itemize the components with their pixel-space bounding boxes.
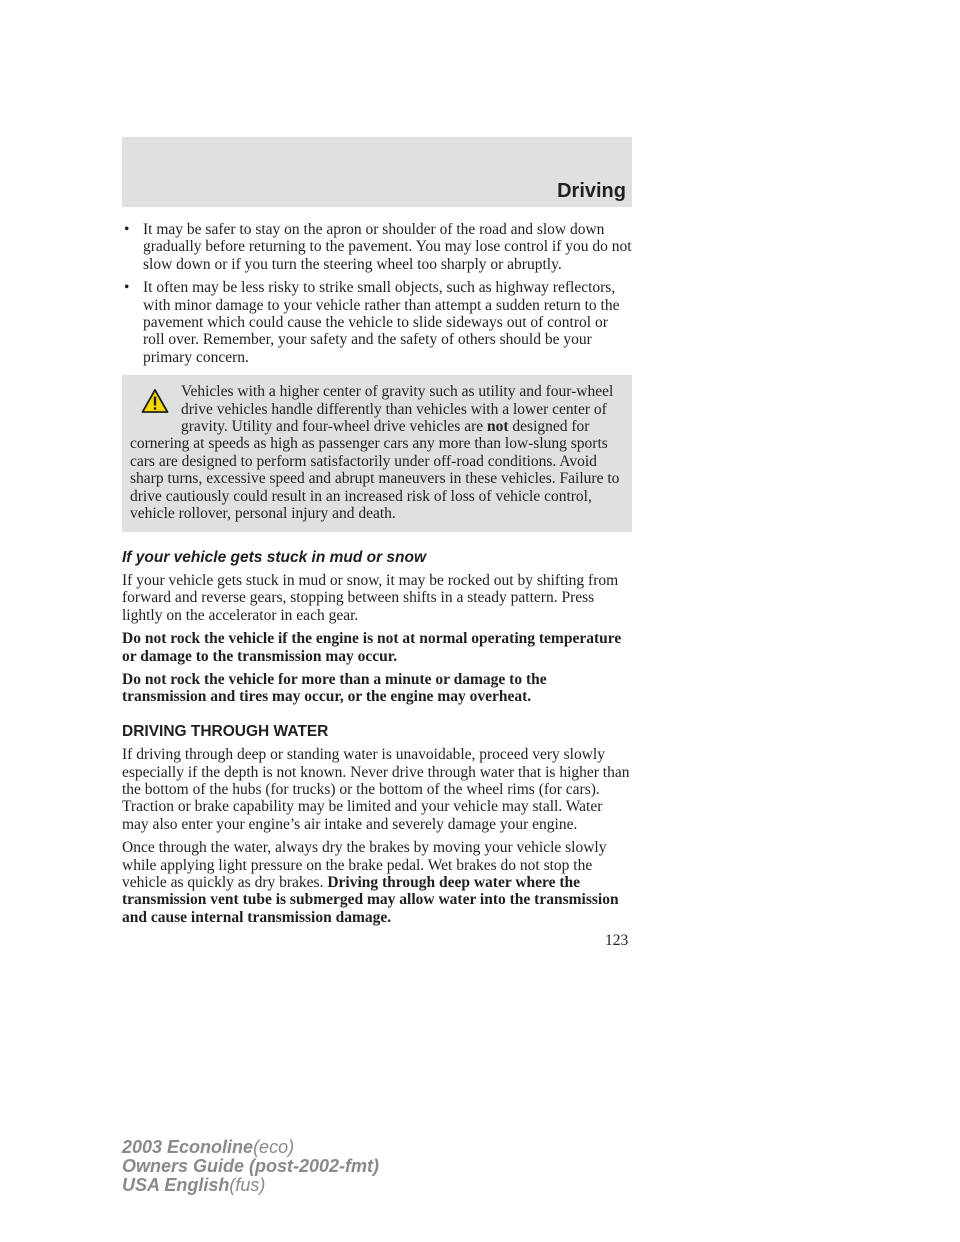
bullet-icon: • xyxy=(124,279,130,297)
footer-line-3 xyxy=(122,1176,379,1195)
page-content xyxy=(122,221,632,932)
footer-line-2: Owners Guide (post-2002-fmt) xyxy=(122,1156,380,1176)
bullet-text: It often may be less risky to strike small objects, such as highway reflectors, with minor damage to your vehicle rather than attempt a sudden return to the pavement which could cause the vehicle to slide sideways out of control or roll over. Remember, your safety and the safety of others should be your primary concern. xyxy=(143,279,620,366)
section-title: Driving xyxy=(557,180,626,202)
footer-language: USA English xyxy=(122,1175,230,1195)
water-paragraph-1: If driving through deep or standing water is unavoidable, proceed very slowly especially if the depth is not known. Never drive through water that is higher than the bottom of the hubs (for trucks) or the bottom of the wheel rims (for cars). Traction or brake capability may be limited and your vehicle may stall. Water may also enter your engine’s air intake and severely damage your engine. xyxy=(122,746,630,833)
bullet-icon: • xyxy=(124,221,130,238)
water-paragraph-2-text: Once through the water, always dry the brakes by moving your vehicle slowly while applying light pressure on the brake pedal. Wet brakes do not stop the vehicle as quickly as dry brakes. xyxy=(122,839,607,891)
header-band xyxy=(122,137,632,207)
list-item xyxy=(122,279,632,366)
warning-text-part: designed for cornering at speeds as high as passenger cars any more than low-slung sports cars are designed to perform satisfactorily under off-road conditions. Avoid sharp turns, excessive speed and abrupt maneuvers in these vehicles. Failure to drive cautiously could result in an increased risk of loss of vehicle control, vehicle rollover, personal injury and death. xyxy=(130,418,620,523)
footer xyxy=(122,1138,379,1195)
footer-line-1 xyxy=(122,1138,379,1157)
footer-language-code: (fus) xyxy=(229,1175,266,1195)
stuck-heading: If your vehicle gets stuck in mud or snow xyxy=(122,548,427,566)
warning-text xyxy=(130,383,623,522)
stuck-warning-1: Do not rock the vehicle if the engine is not at normal operating temperature or damage to the transmission may occur. xyxy=(122,630,622,665)
water-paragraph-2 xyxy=(122,839,632,926)
water-heading: DRIVING THROUGH WATER xyxy=(122,722,329,740)
water-paragraph-2-warning: Driving through deep water where the transmission vent tube is submerged may allow water into the transmission and cause internal transmission damage. xyxy=(122,874,619,926)
stuck-paragraph: If your vehicle gets stuck in mud or snow, it may be rocked out by shifting from forward and reverse gears, stopping between shifts in a steady pattern. Press lightly on the accelerator in each gear. xyxy=(122,571,619,624)
footer-model-code: (eco) xyxy=(253,1137,295,1157)
warning-triangle-icon xyxy=(141,388,169,414)
bullet-list xyxy=(122,221,632,366)
bullet-text: It may be safer to stay on the apron or shoulder of the road and slow down gradually before returning to the pavement. You may lose control if you do not slow down or if you turn the steering wheel too sharply or abruptly. xyxy=(143,221,632,273)
warning-emphasis: not xyxy=(487,418,509,436)
footer-model: 2003 Econoline xyxy=(122,1137,254,1157)
list-item xyxy=(122,221,632,273)
warning-text-part: Vehicles with a higher center of gravity such as utility and four-wheel drive vehicles handle differently than vehicles with a lower center of gravity. Utility and four-wheel drive vehicles are xyxy=(181,383,614,436)
warning-box xyxy=(122,375,632,531)
page-number: 123 xyxy=(605,932,629,949)
stuck-warning-2: Do not rock the vehicle for more than a minute or damage to the transmission and tires may occur, or the engine may overheat. xyxy=(122,670,547,706)
